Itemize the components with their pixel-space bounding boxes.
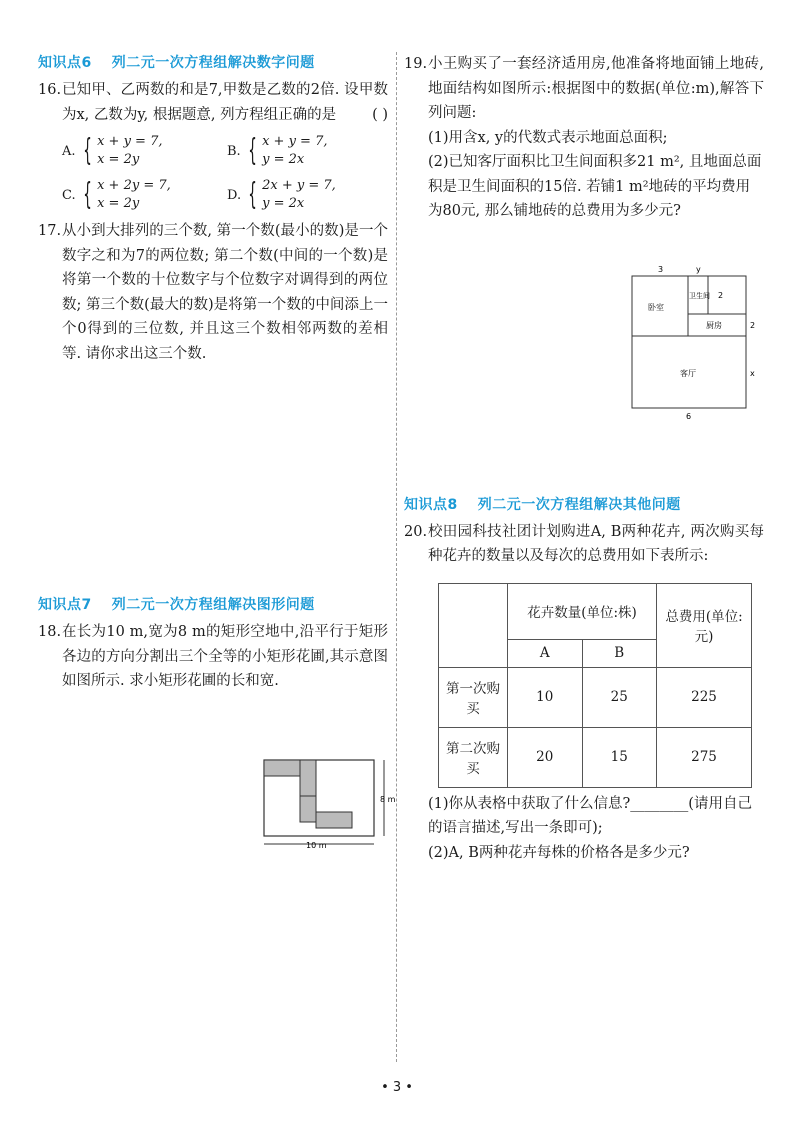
cell-a: 10: [508, 667, 583, 727]
option-d[interactable]: [227, 177, 392, 213]
header-a: A: [508, 639, 583, 667]
dim-2: 2: [718, 291, 724, 300]
flower-table: [438, 583, 752, 788]
question-number: 17.: [38, 223, 62, 239]
left-column: [38, 52, 396, 850]
q20-part1: (1)你从表格中获取了什么信息?________(请用自己的语言描述,写出一条即可);: [428, 795, 752, 836]
equation: x + y = 7,: [97, 134, 163, 149]
cell-cost: 225: [657, 667, 752, 727]
question-20: [404, 520, 764, 569]
q20-part2: (2)A, B两种花卉每株的价格各是多少元?: [428, 844, 690, 861]
question-number: 16.: [38, 82, 62, 98]
width-label: 10 m: [306, 841, 327, 850]
header-qty: 花卉数量(单位:株): [508, 583, 657, 639]
equation: x = 2y: [97, 196, 140, 211]
options-16: [62, 133, 388, 213]
header-cost: 总费用(单位:元): [657, 583, 752, 667]
option-letter: A.: [62, 143, 76, 159]
row-label: 第一次购买: [439, 667, 508, 727]
question-17: [38, 219, 388, 366]
bath-label: 卫生间: [689, 292, 710, 300]
right-column: [404, 52, 764, 865]
option-letter: D.: [227, 187, 242, 203]
equation: x + 2y = 7,: [97, 178, 171, 193]
question-text: 校田园科技社团计划购进A, B两种花卉, 两次购买每种花卉的数量以及每次的总费用如下表所示:: [428, 523, 764, 564]
row-label: 第二次购买: [439, 727, 508, 787]
option-b[interactable]: [227, 133, 392, 169]
dim-y: y: [696, 265, 701, 274]
garden-plot: [316, 812, 352, 828]
header-b: B: [582, 639, 657, 667]
dim-x: x: [750, 369, 755, 378]
question-18: [38, 620, 388, 694]
brace-icon: {: [248, 177, 257, 212]
height-label: 8 m: [380, 795, 396, 804]
q19-part2: (2)已知客厅面积比卫生间面积多21 m², 且地面总面积是卫生间面积的15倍. 若铺1 m²地砖的平均费用为80元, 那么铺地砖的总费用为多少元?: [428, 154, 762, 219]
equation: y = 2x: [262, 196, 305, 211]
page-number: • 3 •: [381, 1080, 413, 1095]
dim-6: 6: [686, 412, 692, 421]
section-heading-k8: [404, 494, 764, 514]
dim-3: 3: [658, 265, 664, 274]
living-label: 客厅: [680, 369, 696, 378]
question-text: 已知甲、乙两数的和是7,甲数是乙数的2倍. 设甲数为x, 乙数为y, 根据题意, 列方程组正确的是: [62, 82, 388, 123]
answer-paren: ( ): [372, 106, 388, 123]
garden-figure: [260, 752, 400, 852]
question-16: [38, 78, 388, 127]
question-text: 从小到大排列的三个数, 第一个数(最小的数)是一个数字之和为7的两位数; 第二个数(中间的一个数)是将第一个数的十位数字与个位数字对调得到的两位数; 第三个数(最大的数)是将第一个数的中间添上一个0得到的三位数, 并且这三个数相邻两数的差相等. 请你求出这三个数.: [62, 223, 388, 362]
question-number: 18.: [38, 624, 62, 640]
equation: y = 2x: [262, 152, 305, 167]
section-heading-k7: [38, 594, 388, 614]
brace-icon: {: [248, 133, 257, 168]
dim-2b: 2: [750, 321, 756, 330]
brace-icon: {: [83, 177, 92, 212]
heading-title: 列二元一次方程组解决数字问题: [111, 55, 315, 71]
option-letter: B.: [227, 143, 241, 159]
question-number: 20.: [404, 523, 428, 540]
option-a[interactable]: [62, 133, 227, 169]
brace-icon: {: [83, 133, 92, 168]
kitchen-label: 厨房: [706, 321, 722, 330]
question-text: 小王购买了一套经济适用房,他准备将地面铺上地砖,地面结构如图所示:根据图中的数据(单位:m),解答下列问题:: [428, 56, 764, 121]
option-letter: C.: [62, 187, 76, 203]
q19-part1: (1)用含x, y的代数式表示地面总面积;: [428, 129, 668, 146]
garden-plot: [300, 796, 316, 822]
column-divider: [396, 52, 397, 1062]
garden-plot: [264, 760, 300, 776]
cell-cost: 275: [657, 727, 752, 787]
equation: 2x + y = 7,: [262, 178, 336, 193]
cell-b: 15: [582, 727, 657, 787]
equation: x + y = 7,: [262, 134, 328, 149]
question-19: [404, 52, 764, 126]
question-number: 19.: [404, 56, 428, 72]
heading-label: 知识点8: [404, 496, 458, 513]
equation: x = 2y: [97, 152, 140, 167]
garden-plot: [300, 760, 316, 796]
cell-b: 25: [582, 667, 657, 727]
heading-label: 知识点6: [38, 55, 92, 71]
section-heading-k6: [38, 52, 388, 72]
question-text: 在长为10 m,宽为8 m的矩形空地中,沿平行于矩形各边的方向分割出三个全等的小矩形花圃,其示意图如图所示. 求小矩形花圃的长和宽.: [62, 624, 388, 689]
bedroom-label: 卧室: [648, 303, 664, 312]
heading-title: 列二元一次方程组解决图形问题: [111, 597, 315, 613]
heading-label: 知识点7: [38, 597, 92, 613]
cell-a: 20: [508, 727, 583, 787]
corner-cell: [439, 583, 508, 667]
heading-title: 列二元一次方程组解决其他问题: [477, 496, 681, 513]
option-c[interactable]: [62, 177, 227, 213]
floor-plan-figure: [622, 262, 762, 422]
